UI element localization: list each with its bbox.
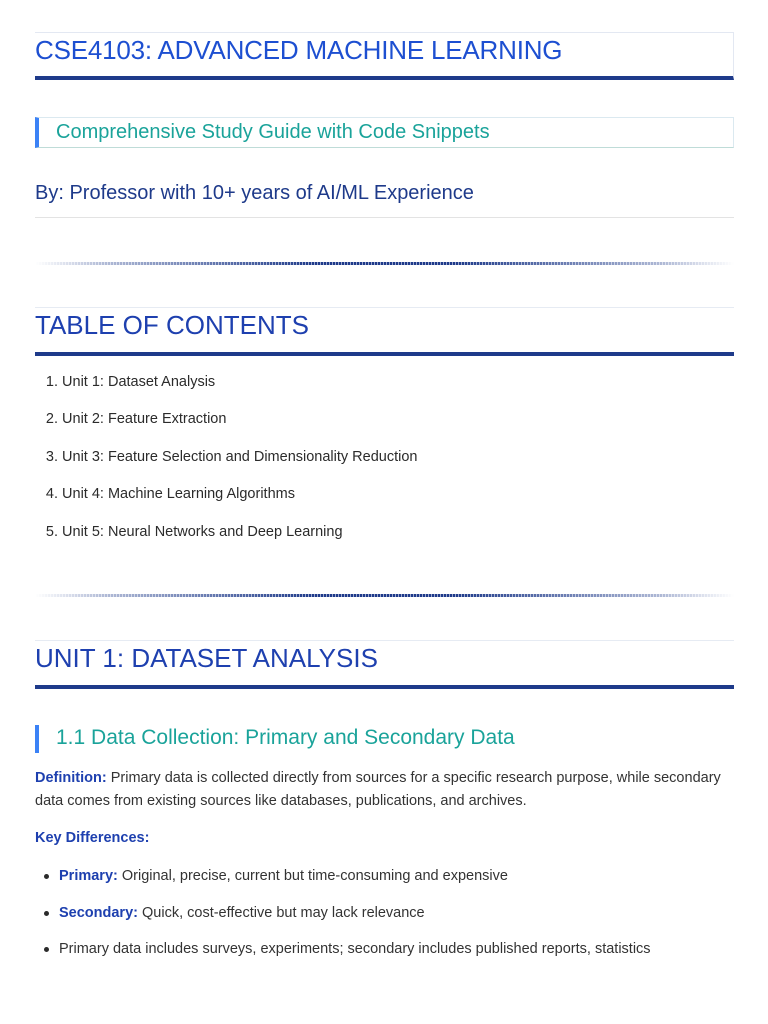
toc-item-label: Unit 4: Machine Learning Algorithms [62,486,295,503]
unit1-heading-block [35,640,734,689]
toc-item-number: 2. [45,411,58,428]
toc-item-number: 5. [45,523,58,540]
toc-item-label: Unit 5: Neural Networks and Deep Learning [62,523,343,540]
key-differences-label: Key Differences: [35,830,150,846]
toc-item[interactable] [35,374,734,411]
list-item-text: Original, precise, current but time-consuming and expensive [117,868,508,884]
toc-item-number: 3. [45,448,58,465]
toc-heading-block [35,307,734,356]
bullet-icon [44,947,49,952]
toc-heading: TABLE OF CONTENTS [35,310,309,340]
toc-item[interactable] [35,411,734,448]
key-differences-paragraph [35,827,734,850]
author-block [35,182,734,218]
section-divider [35,594,734,597]
toc-item[interactable] [35,524,734,561]
toc-item-number: 1. [45,374,58,390]
list-item [35,941,734,978]
document-title: CSE4103: ADVANCED MACHINE LEARNING [35,35,563,65]
list-item-text: Primary data includes surveys, experiments; secondary includes published reports, statistics [59,941,651,958]
definition-paragraph [35,767,734,813]
document-subtitle: Comprehensive Study Guide with Code Snippets [56,121,490,143]
document-author: By: Professor with 10+ years of AI/ML Experience [35,182,474,204]
list-item-text: Quick, cost-effective but may lack relevance [137,904,425,921]
unit1-heading: UNIT 1: DATASET ANALYSIS [35,643,378,673]
toc-item[interactable] [35,486,734,523]
toc-item-label: Unit 3: Feature Selection and Dimensionality Reduction [62,448,418,465]
definition-label: Definition: [35,770,107,786]
subsection-heading: 1.1 Data Collection: Primary and Secondary Data [56,726,515,749]
differences-list [35,868,734,978]
list-item [35,868,734,905]
toc-item-label: Unit 2: Feature Extraction [62,411,227,428]
toc-item-label: Unit 1: Dataset Analysis [62,374,216,390]
bullet-icon [44,874,49,879]
list-item-label: Primary: [59,868,118,884]
section-divider [35,262,734,265]
definition-text: Primary data is collected directly from sources for a specific research purpose, while secondary data comes from existing sources like databases, publications, and archives. [35,770,721,809]
bullet-icon [44,911,49,916]
subtitle-block [35,117,734,148]
toc-item[interactable] [35,449,734,486]
list-item [35,905,734,942]
toc-list [35,374,734,561]
subsection-heading-block [35,725,734,753]
toc-item-number: 4. [45,486,58,503]
title-block [35,32,734,80]
list-item-label: Secondary: [59,904,138,921]
